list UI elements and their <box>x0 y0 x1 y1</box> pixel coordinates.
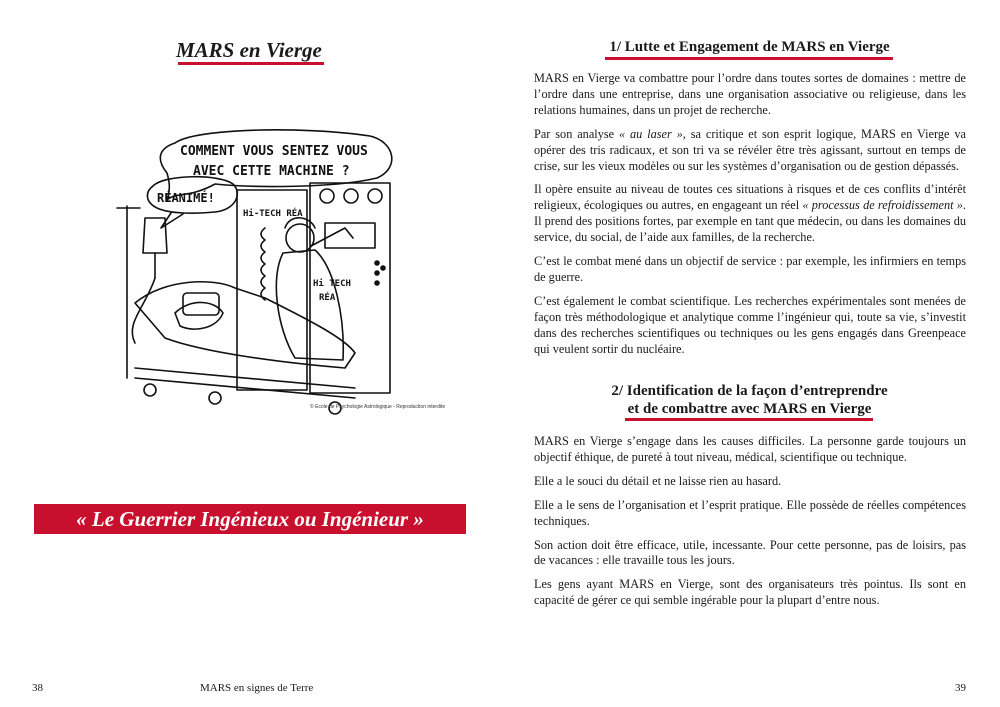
section1-underline <box>605 57 893 60</box>
section2-paragraph: Elle a le souci du détail et ne laisse rien au hasard. <box>534 473 782 488</box>
machine-label: Hi-TECH RÉA <box>243 209 303 219</box>
section1-paragraph: C’est également le combat scientifique. Les recherches expérimentales sont menées de façon très méthodologique et analytique comme l’ingénieur qui, toute sa vie, s’investit dans des recherches scientifiques ou techniques ou les gens engagés dans Greenpeace qui veulent sortir du nucléaire. <box>534 293 966 356</box>
title-underline <box>178 62 324 65</box>
section2-underline <box>625 418 873 421</box>
apron-label-2: RÉA <box>319 293 336 303</box>
section2-paragraph: Son action doit être efficace, utile, incessante. Pour cette personne, pas de loisirs, pas de vacances : elle travaille tous les jours. <box>534 537 966 568</box>
section2-title-line2: et de combattre avec MARS en Vierge <box>627 401 872 417</box>
section2-paragraph: MARS en Vierge s’engage dans les causes difficiles. La personne garde toujours un objectif éthique, de pureté à tout niveau, médical, scientifique ou technique. <box>534 434 966 464</box>
section1-title: 1/ Lutte et Engagement de MARS en Vierge <box>609 39 890 55</box>
section2-paragraph: Elle a le sens de l’organisation et l’esprit pratique. Elle possède de réelles compétences techniques. <box>534 497 966 528</box>
page-title: MARS en Vierge <box>176 38 322 62</box>
running-footer: MARS en signes de Terre <box>200 682 314 694</box>
cartoon-illustration <box>105 128 435 420</box>
speech-text-line1: COMMENT VOUS SENTEZ VOUS <box>180 144 368 159</box>
section2-title <box>533 382 966 418</box>
section2-paragraph: Les gens ayant MARS en Vierge, sont des organisateurs très pointus. Ils sont en capacité de gérer ce qui semble ingérable pour la plupart d’entre nous. <box>534 577 966 608</box>
section1-paragraph: Il opère ensuite au niveau de toutes ces situations à risques et de ces conflits d’intérêt religieux, écologiques ou autres, en engageant un réel « processus de refroidissement ». Il prend des positions fortes, par exemple en tant que médecin, ou dans les domaines du service, du social, de l’aide aux familles, de la recherche. <box>534 182 966 245</box>
section1-paragraph: C’est le combat mené dans un objectif de service : par exemple, les infirmiers en temps de guerre. <box>534 254 966 284</box>
section2-body <box>534 434 966 617</box>
speech-text-line2: AVEC CETTE MACHINE ? <box>193 164 350 179</box>
page-number-left: 38 <box>32 682 43 694</box>
section2-title-line1: 2/ Identification de la façon d’entreprendre <box>611 383 888 399</box>
section1-body <box>534 71 966 366</box>
section1-paragraph: Par son analyse « au laser », sa critique et son esprit logique, MARS en Vierge va opérer des tris radicaux, et son tri va se révéler être très agissant, surtout en temps de crise, sur les vieux modèles ou sur les systèmes d’organisation ou de gestion dépassés. <box>534 126 966 173</box>
cartoon-credit: © Ecole de Psychologie Astrologique - Reproduction interdite <box>310 404 446 410</box>
reanime-text: RÉANIMÉ! <box>157 191 215 205</box>
chapter-banner: « Le Guerrier Ingénieux ou Ingénieur » <box>34 504 466 534</box>
section1-paragraph: MARS en Vierge va combattre pour l’ordre dans toutes sortes de domaines : mettre de l’ordre dans une entreprise, dans une organisation associative ou religieuse, dans les relations humaines, dans un projet de recherche. <box>534 71 966 117</box>
page-number-right: 39 <box>955 682 966 694</box>
apron-label-1: Hi TECH <box>313 279 351 289</box>
